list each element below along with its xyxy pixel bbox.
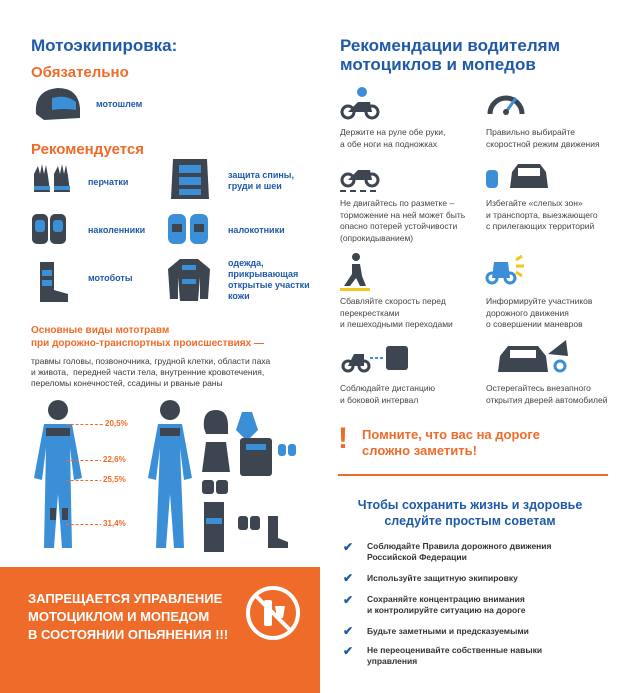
rider-female-figure-icon xyxy=(134,398,206,558)
knee-label: наколенники xyxy=(88,225,146,235)
tip-1: Держите на руле обе руки, а обе ноги на подножках xyxy=(340,127,446,149)
check-icon: ✔ xyxy=(343,571,354,585)
advice-2: Используйте защитную экипировку xyxy=(367,573,518,583)
equipment-title: Мотоэкипировка: xyxy=(31,36,178,55)
advice-3: Сохраняйте концентрацию внимания и контролируйте ситуацию на дороге xyxy=(367,594,526,615)
mandatory-heading: Обязательно xyxy=(31,64,129,81)
knee-pads-icon xyxy=(30,210,70,250)
advice-title: Чтобы сохранить жизнь и здоровье следуйте простым советам xyxy=(357,498,583,528)
injuries-text: травмы головы, позвоночника, грудной клетки, области паха и живота, передней части тела, внутренние кровотечения, переломы конечностей, ссадины и рваные раны xyxy=(31,356,271,388)
jacket-icon xyxy=(166,255,212,305)
elbow-label: налокотники xyxy=(228,225,285,235)
speedometer-icon xyxy=(486,84,526,120)
advice-4: Будьте заметными и предсказуемыми xyxy=(367,626,529,636)
tip-7: Соблюдайте дистанцию и боковой интервал xyxy=(340,383,435,405)
gear-set-icon xyxy=(198,408,298,558)
boots-label: мотоботы xyxy=(88,273,133,283)
boots-icon xyxy=(32,260,72,306)
helmet-icon xyxy=(32,84,82,124)
elbow-pads-icon xyxy=(166,210,212,250)
visibility-warning: Помните, что вас на дороге сложно заметить! xyxy=(362,427,540,458)
pct-chest: 22,6% xyxy=(103,455,126,464)
tip-6: Информируйте участников дорожного движения о совершении маневров xyxy=(486,296,593,329)
advice-1: Соблюдайте Правила дорожного движения Российской Федерации xyxy=(367,541,552,562)
tip-8: Остерегайтесь внезапного открытия дверей автомобилей xyxy=(486,383,608,405)
blind-spot-icon xyxy=(484,160,554,194)
ban-text: ЗАПРЕЩАЕТСЯ УПРАВЛЕНИЕ МОТОЦИКЛОМ И МОПЕДОМ В СОСТОЯНИИ ОПЬЯНЕНИЯ !!! xyxy=(28,591,229,642)
spine-protector-icon xyxy=(167,155,213,205)
pct-head: 20,5% xyxy=(105,419,128,428)
advice-5: Не переоценивайте собственные навыки управления xyxy=(367,645,543,666)
recommendations-title: Рекомендации водителям мотоциклов и мопедов xyxy=(340,36,561,74)
clothes-label: одежда, прикрывающая открытые участки кожи xyxy=(228,258,310,301)
injuries-heading: Основные виды мототравм при дорожно-транспортных происшествиях — xyxy=(31,325,264,349)
pct-legs: 31,4% xyxy=(103,519,126,528)
car-door-icon xyxy=(494,336,574,376)
road-marking-icon xyxy=(340,160,380,194)
check-icon: ✔ xyxy=(343,593,354,607)
motorcycle-rider-icon xyxy=(340,86,380,120)
recommended-heading: Рекомендуется xyxy=(31,141,144,158)
tip-5: Сбавляйте скорость перед перекрестками и пешеходными переходами xyxy=(340,296,453,329)
spine-label: защита спины, груди и шеи xyxy=(228,170,294,191)
gloves-label: перчатки xyxy=(88,177,129,187)
no-alcohol-icon xyxy=(244,584,302,642)
exclamation-icon: ! xyxy=(338,422,348,455)
rider-figure-icon xyxy=(22,398,94,558)
divider xyxy=(338,474,608,476)
distance-icon xyxy=(340,342,410,376)
check-icon: ✔ xyxy=(343,624,354,638)
check-icon: ✔ xyxy=(343,644,354,658)
pct-abdomen: 25,5% xyxy=(103,475,126,484)
helmet-label: мотошлем xyxy=(96,99,143,109)
check-icon: ✔ xyxy=(343,540,354,554)
tip-4: Избегайте «слепых зон» и транспорта, выезжающего с прилегающих территорий xyxy=(486,198,598,231)
pedestrian-crossing-icon xyxy=(340,252,370,292)
gloves-icon xyxy=(30,162,74,198)
tip-2: Правильно выбирайте скоростной режим движения xyxy=(486,127,600,149)
tip-3: Не двигайтесь по разметке – торможение на ней может быть опасно потерей устойчивости (опрокидыванием) xyxy=(340,198,466,243)
signal-scooter-icon xyxy=(484,252,524,286)
